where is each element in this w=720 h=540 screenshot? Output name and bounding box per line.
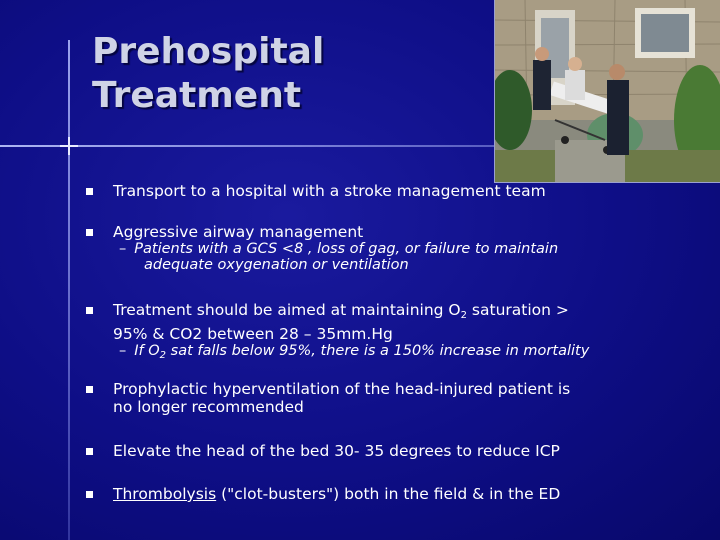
subscript: 2 — [159, 350, 167, 361]
bullet-square-icon — [86, 188, 93, 195]
bullet-text-part: saturation > — [467, 301, 569, 319]
bullet-item — [86, 485, 706, 503]
bullet-square-icon — [86, 229, 93, 236]
bullet-square-icon — [86, 307, 93, 314]
dash-marker: – — [119, 343, 127, 359]
dash-marker: – — [119, 241, 127, 257]
bullet-square-icon — [86, 386, 93, 393]
bullet-item — [86, 442, 706, 460]
sparkle-icon — [60, 137, 78, 155]
bullet-text-rest: ("clot-busters") both in the field & in the ED — [216, 485, 561, 503]
sub-bullet-line-1: Patients with a GCS <8 , loss of gag, or failure to maintain — [134, 241, 559, 257]
sub-bullet-part: sat falls below 95%, there is a 150% increase in mortality — [166, 343, 590, 359]
bullet-text-line-1: Prophylactic hyperventilation of the head-injured patient is — [113, 380, 571, 398]
bullet-square-icon — [86, 448, 93, 455]
bullet-text: Aggressive airway management — [113, 223, 364, 241]
bullet-text — [113, 380, 706, 416]
bullet-text-line-2: 95% & CO2 between 28 – 35mm.Hg — [113, 325, 393, 343]
bullet-item — [86, 223, 706, 273]
bullet-text — [113, 485, 706, 503]
slide-title — [92, 30, 324, 118]
bullet-square-icon — [86, 491, 93, 498]
bullet-item — [86, 301, 706, 364]
bullet-item — [86, 182, 706, 200]
subscript: 2 — [460, 310, 467, 321]
sub-bullet — [119, 241, 706, 273]
bullet-item — [86, 380, 706, 416]
bullet-text-line-2: no longer recommended — [113, 398, 304, 416]
sub-bullet-line-2: adequate oxygenation or ventilation — [144, 257, 409, 273]
decorative-vertical-line — [68, 40, 70, 540]
bullet-text: Transport to a hospital with a stroke management team — [113, 182, 546, 200]
sub-bullet-part: If O — [134, 343, 160, 359]
ambulance-crew-photo — [494, 0, 720, 183]
title-line-1: Prehospital — [92, 31, 325, 72]
sub-bullet — [119, 343, 706, 364]
title-line-2: Treatment — [92, 75, 302, 116]
bullet-text: Elevate the head of the bed 30- 35 degrees to reduce ICP — [113, 442, 560, 460]
bullet-text-part: Treatment should be aimed at maintaining O — [113, 301, 461, 319]
thrombolysis-link[interactable]: Thrombolysis — [113, 485, 217, 503]
bullet-text — [113, 301, 706, 343]
